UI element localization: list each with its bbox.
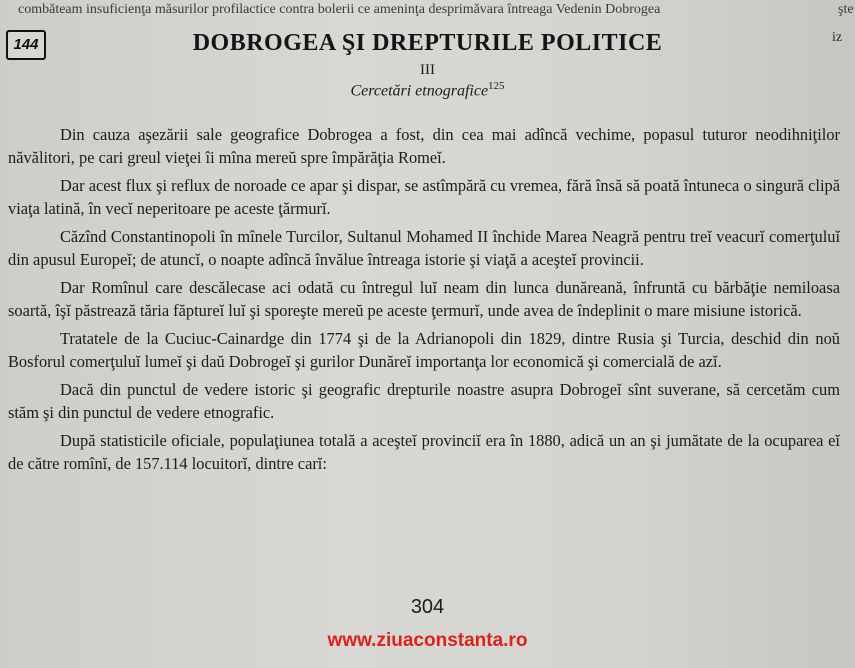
website-watermark[interactable]: www.ziuaconstanta.ro xyxy=(327,630,528,651)
bleed-top-right-fragment: şte xyxy=(838,2,854,17)
margin-fragment: iz xyxy=(832,30,843,45)
paragraph: Din cauza aşezării sale geografice Dobrogea a fost, din cea mai adîncă vechime, popasul tuturor neodihniţilor năvălitori, pe cari greul vieţei îi mîna mereŭ spre împărăţia Romeĭ. xyxy=(8,125,840,167)
subtitle xyxy=(0,80,855,100)
article-body xyxy=(8,124,840,481)
bleed-through-top-line xyxy=(0,0,855,22)
bleed-top-text: combăteam insuficienţa măsurilor profilactice contra bolerii ce ameninţa desprimăvara întreaga Vedenin Dobrogea xyxy=(18,2,661,17)
page-title: DOBROGEA ŞI DREPTURILE POLITICE xyxy=(192,30,663,56)
subtitle-text: Cercetări etnografice xyxy=(350,82,489,100)
paragraph: După statisticile oficiale, populaţiunea totală a aceşteĭ provinciĭ era în 1880, adică un an şi jumătate de la ocuparea eĭ de către romînĭ, de 157.114 locuitorĭ, dintre carĭ: xyxy=(8,431,840,473)
section-number: III xyxy=(420,62,435,78)
paragraph: Dar acest flux şi reflux de noroade ce apar şi dispar, se astîmpără cu vremea, fără însă să poată întuneca o singură clipă viaţa latină, în vecĭ neperitoare pe aceste ţărmurĭ. xyxy=(8,176,840,218)
paragraph: Dacă din punctul de vedere istoric şi geografic drepturile noastre asupra Dobrogeĭ sînt suverane, să cercetăm cum stăm şi din punctul de vedere etnografic. xyxy=(8,380,840,422)
footer-page-number: 304 xyxy=(410,596,445,618)
page-number-box: 144 xyxy=(6,30,46,60)
paragraph: Dar Romînul care descălecase aci odată cu întregul luĭ neam din lunca dunăreană, înfruntă cu bărbăţie nemiloasa soartă, îşĭ păstrează tăria făptureĭ luĭ şi sporeşte mereŭ pe aceste ţermurĭ, unde avea de îndeplinit o mare misiune istorică. xyxy=(8,278,840,320)
paragraph: Tratatele de la Cuciuc-Cainardge din 1774 şi de la Adrianopoli din 1829, dintre Rusia şi Turcia, deschid din noŭ Bosforul comerţuluĭ lumeĭ şi daŭ Dobrogeĭ şi gurilor Dunăreĭ importanţa lor economică şi comercială de azĭ. xyxy=(8,329,840,371)
paragraph: Căzînd Constantinopoli în mînele Turcilor, Sultanul Mohamed II închide Marea Neagră pentru treĭ veacurĭ comerţuluĭ din apusul Europeĭ; de atuncĭ, o noapte adîncă învălue întreaga istorie şi viaţă a aceşteĭ provincii. xyxy=(8,227,840,269)
footnote-reference: 125 xyxy=(488,80,505,92)
